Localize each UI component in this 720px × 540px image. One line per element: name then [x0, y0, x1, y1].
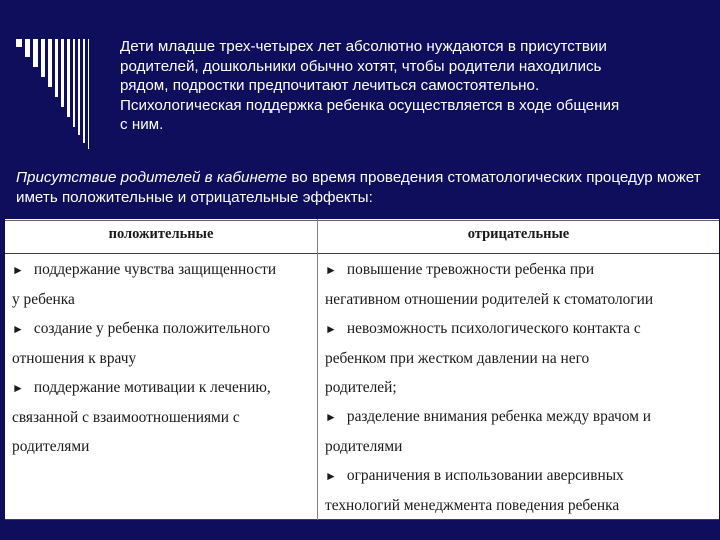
positive-line: ► поддержание чувства защищенности: [12, 261, 277, 278]
intro-paragraph: Дети младше трех-четырех лет абсолютно нуждаются в присутствии родителей, дошкольники обычно хотят, чтобы родители находились рядом, подростки предпочитают лечиться самостоятельно. Психологическая поддержка ребенка осуществляется в ходе общения с ним.: [120, 38, 620, 133]
positive-line: ► создание у ребенка положительного: [12, 320, 271, 337]
header-negative: отрицательные: [467, 226, 570, 242]
positive-line: связанной с взаимоотношениями с: [12, 409, 240, 426]
presence-paragraph: [16, 168, 716, 207]
negative-line: ► повышение тревожности ребенка при: [325, 261, 595, 278]
bullet-icon: ►: [325, 469, 337, 483]
negative-line: ребенком при жестком давлении на него: [325, 350, 590, 367]
positive-line: родителями: [12, 438, 90, 455]
bullet-icon: ►: [325, 322, 337, 336]
positive-line: у ребенка: [12, 291, 75, 308]
table-header-border: [5, 253, 719, 254]
bullet-icon: ►: [12, 381, 24, 395]
table-column-divider: [317, 219, 318, 520]
positive-column: [12, 255, 312, 461]
negative-column: [325, 255, 715, 520]
negative-line: родителей;: [325, 379, 397, 396]
header-positive: положительные: [108, 226, 214, 242]
positive-line: ► поддержание мотивации к лечению,: [12, 379, 271, 396]
bullet-icon: ►: [12, 322, 24, 336]
decorative-bars: [16, 39, 126, 149]
presence-italic: Присутствие родителей в кабинете: [16, 169, 288, 186]
negative-line: родителями: [325, 438, 403, 455]
effects-table: [5, 219, 719, 520]
negative-line: ► невозможность психологического контакта с: [325, 320, 641, 337]
negative-line: технологий менеджмента поведения ребенка: [325, 497, 620, 514]
negative-line: негативном отношении родителей к стоматологии: [325, 291, 654, 308]
negative-line: ► ограничения в использовании аверсивных: [325, 467, 624, 484]
negative-line: ► разделение внимания ребенка между врачом и: [325, 408, 652, 425]
bullet-icon: ►: [325, 263, 337, 277]
table-top-border: [5, 220, 719, 221]
positive-line: отношения к врачу: [12, 350, 137, 367]
bullet-icon: ►: [12, 263, 24, 277]
presence-rest: во время проведения стоматологических процедур может иметь положительные и отрицательные эффекты:: [16, 169, 701, 206]
bullet-icon: ►: [325, 410, 337, 424]
